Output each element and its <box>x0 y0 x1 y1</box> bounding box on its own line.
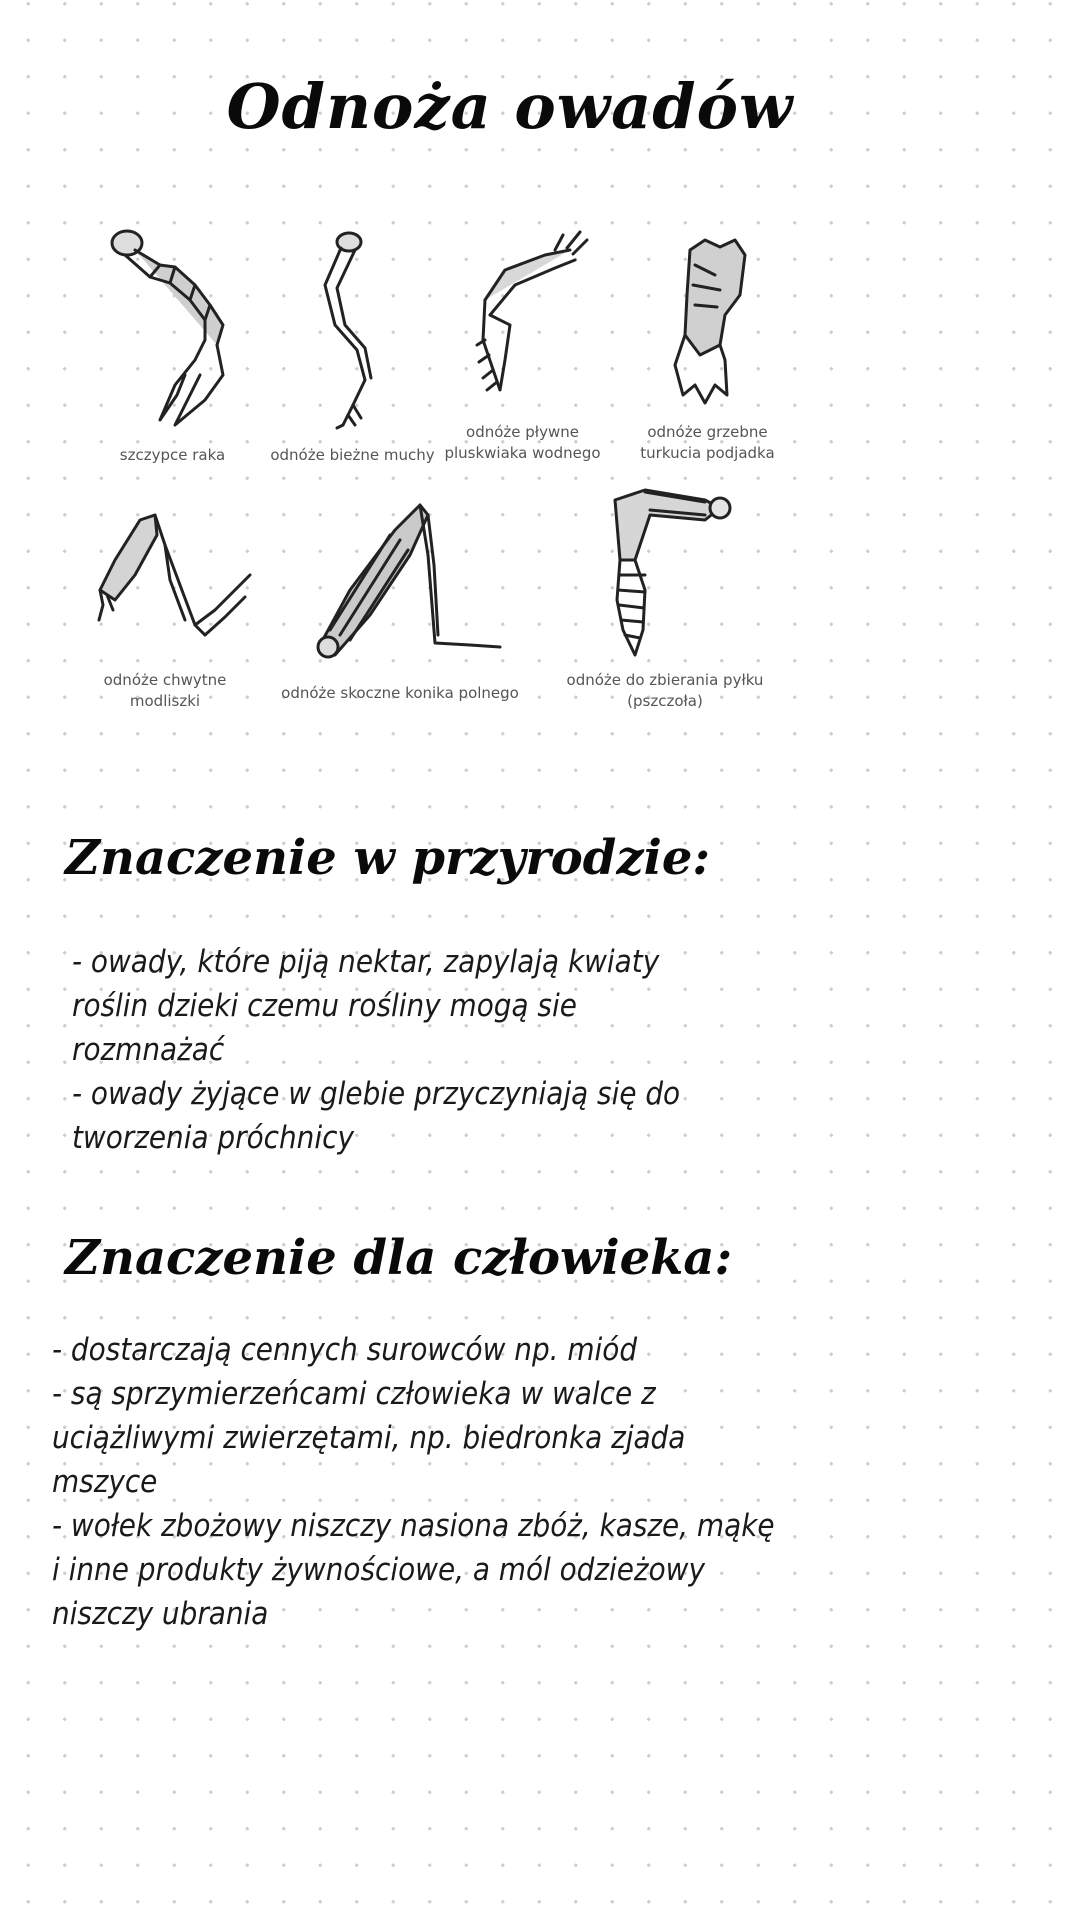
section-body-human <box>52 1328 775 1636</box>
text-line: - owady żyjące w glebie przyczyniają się do <box>72 1076 681 1112</box>
leg-label-line: odnóże bieżne muchy <box>270 446 435 464</box>
mantis-grasping-leg-icon <box>95 505 255 655</box>
bee-pollen-leg-icon <box>605 480 735 665</box>
text-line: - owady, które piją nektar, zapylają kwiaty <box>72 944 660 980</box>
leg-label-line: odnóże do zbierania pyłku <box>566 671 764 689</box>
section-body-nature <box>72 940 680 1160</box>
mole-cricket-digging-leg-icon <box>665 235 755 410</box>
fly-running-leg-icon <box>315 230 385 430</box>
text-line: uciążliwymi zwierzętami, np. biedronka zjada <box>52 1420 686 1456</box>
leg-label-line: pluskwiaka wodnego <box>444 444 601 462</box>
text-line: mszyce <box>52 1464 158 1500</box>
leg-label-line: odnóże chwytne <box>103 671 227 689</box>
water-bug-swimming-leg-icon <box>475 230 590 410</box>
text-line: rozmnażać <box>72 1032 225 1068</box>
text-line: roślin dzieki czemu rośliny mogą sie <box>72 988 577 1024</box>
leg-label <box>620 422 795 464</box>
leg-label-line: turkucia podjadka <box>640 444 775 462</box>
grasshopper-jumping-leg-icon <box>310 495 510 670</box>
text-line: niszczy ubrania <box>52 1596 269 1632</box>
page-title: Odnoża owadów <box>226 70 794 143</box>
crab-claw-icon <box>105 225 235 435</box>
leg-label-line: modliszki <box>129 692 201 710</box>
text-line: i inne produkty żywnościowe, a mól odzieżowy <box>52 1552 705 1588</box>
leg-label <box>260 445 445 466</box>
leg-label-line: odnóże grzebne <box>647 423 768 441</box>
text-line: - dostarczają cennych surowców np. miód <box>52 1332 638 1368</box>
leg-label-line: szczypce raka <box>119 446 226 464</box>
section-heading-nature: Znaczenie w przyrodzie: <box>65 830 711 886</box>
text-line: tworzenia próchnicy <box>72 1120 354 1156</box>
leg-label-line: odnóże skoczne konika polnego <box>281 684 519 702</box>
leg-label <box>555 670 775 712</box>
text-line: - wołek zbożowy niszczy nasiona zbóż, kasze, mąkę <box>52 1508 775 1544</box>
leg-label <box>85 445 260 466</box>
leg-label <box>440 422 605 464</box>
leg-label <box>270 683 530 704</box>
section-heading-human: Znaczenie dla człowieka: <box>65 1230 733 1286</box>
insect-legs-figure <box>85 215 795 725</box>
leg-label-line: (pszczoła) <box>627 692 703 710</box>
text-line: - są sprzymierzeńcami człowieka w walce z <box>52 1376 656 1412</box>
leg-label <box>80 670 250 712</box>
leg-label-line: odnóże pływne <box>466 423 579 441</box>
